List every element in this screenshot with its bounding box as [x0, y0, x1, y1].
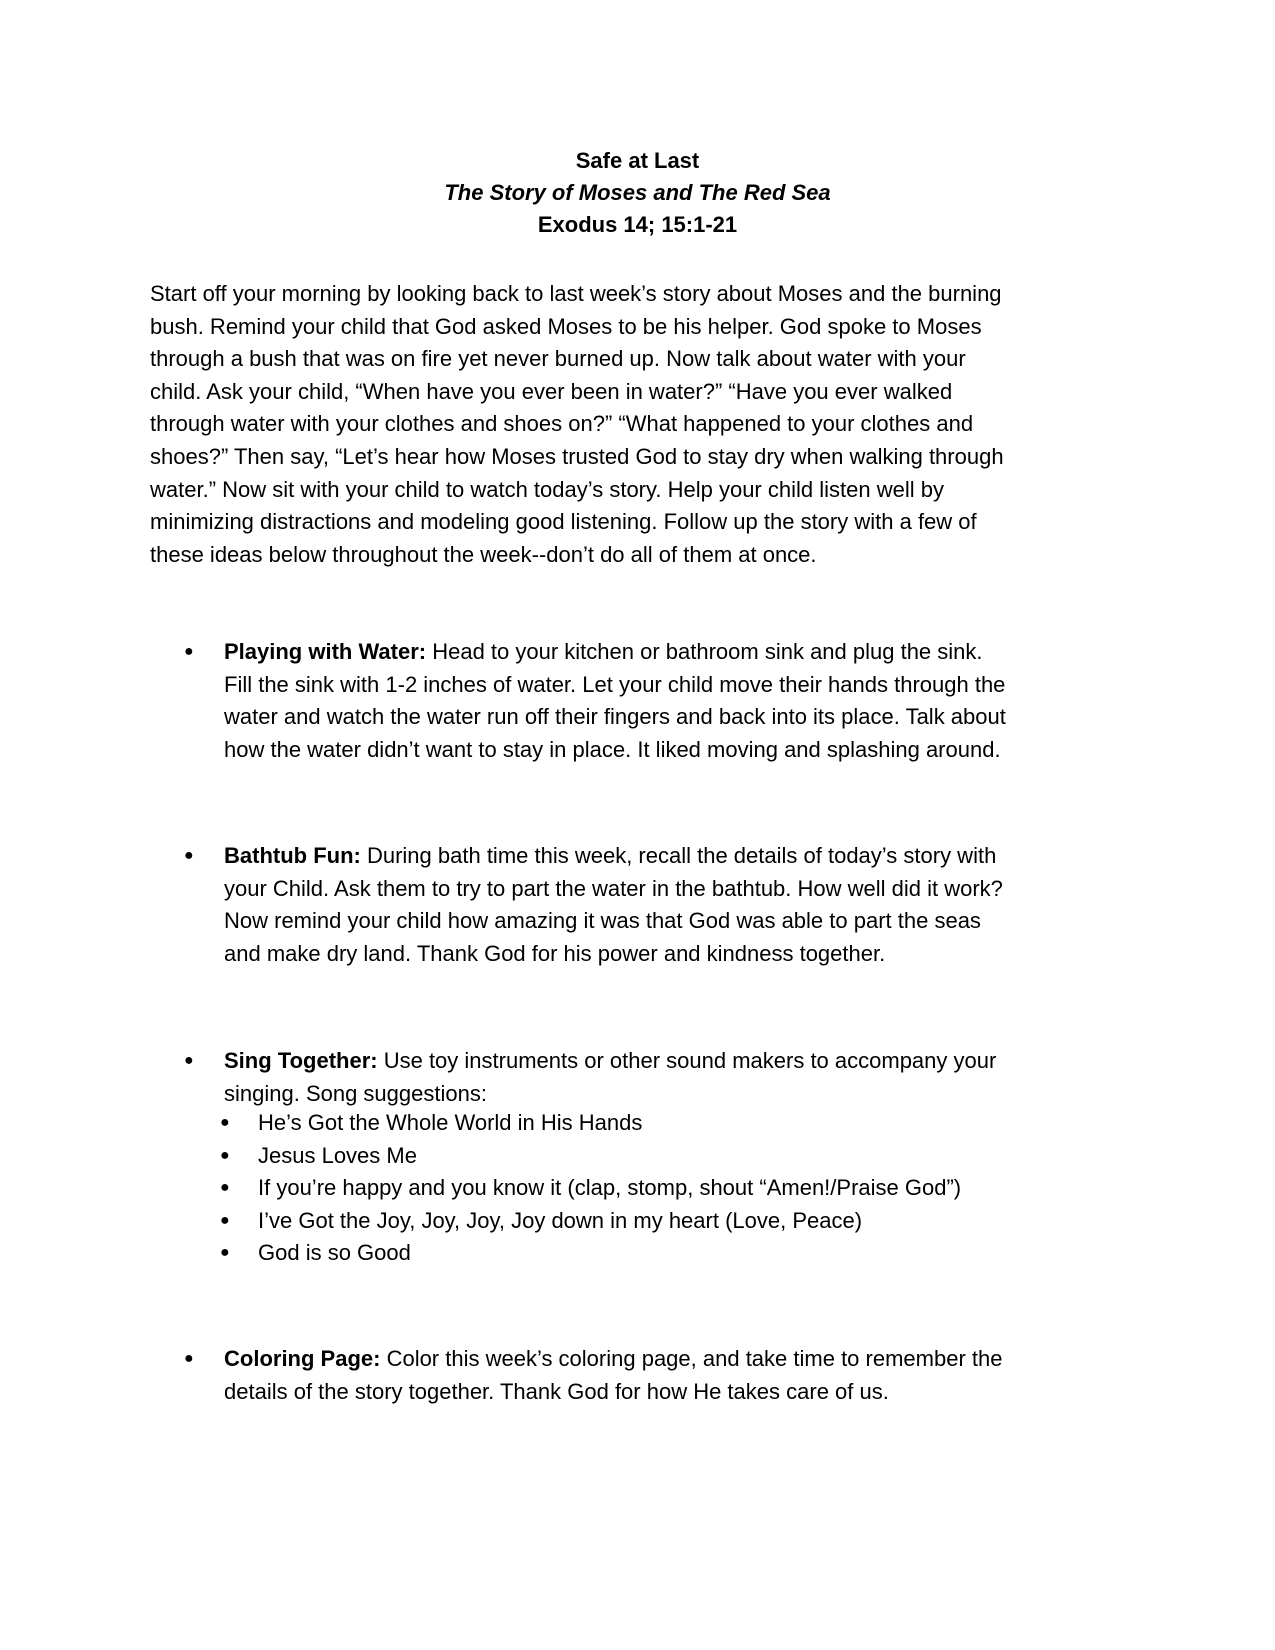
- intro-line: through water with your clothes and shoes on?” “What happened to your clothes and: [150, 411, 974, 437]
- song-item: [184, 1107, 1124, 1140]
- bullet-icon: ●: [220, 1114, 230, 1131]
- song-item: [184, 1205, 1124, 1238]
- intro-line: bush. Remind your child that God asked Moses to be his helper. God spoke to Moses: [150, 313, 982, 339]
- bullet-icon: ●: [184, 847, 194, 864]
- intro-line: through a bush that was on fire yet never burned up. Now talk about water with your: [150, 346, 966, 372]
- activity-line: Now remind your child how amazing it was that God was able to part the seas: [224, 908, 981, 934]
- intro-line: water.” Now sit with your child to watch today’s story. Help your child listen well by: [150, 476, 944, 502]
- activity-line: details of the story together. Thank God for how He takes care of us.: [224, 1378, 889, 1404]
- activity-heading: Sing Together:: [224, 1048, 378, 1073]
- activity-body: [224, 840, 1124, 970]
- bullet-icon: ●: [220, 1211, 230, 1229]
- activity-body: [224, 1343, 1124, 1408]
- activity-line: and make dry land. Thank God for his power and kindness together.: [224, 940, 886, 966]
- bullet-icon: ●: [220, 1244, 230, 1262]
- activity-line: water and watch the water run off their fingers and back into its place. Talk about: [224, 704, 1006, 730]
- song-title: I’ve Got the Joy, Joy, Joy, Joy down in my heart (Love, Peace): [258, 1207, 863, 1233]
- bullet-icon: ●: [220, 1179, 230, 1197]
- activity-text: Head to your kitchen or bathroom sink and plug the sink.: [426, 639, 983, 664]
- song-item: [184, 1172, 1124, 1205]
- song-item: [184, 1140, 1124, 1173]
- document-subtitle: The Story of Moses and The Red Sea: [444, 180, 831, 205]
- activity-line: singing. Song suggestions:: [224, 1080, 487, 1106]
- song-title: God is so Good: [258, 1240, 411, 1266]
- intro-line: these ideas below throughout the week--don’t do all of them at once.: [150, 541, 817, 567]
- activity-line: Fill the sink with 1-2 inches of water. Let your child move their hands through the: [224, 671, 1006, 697]
- bullet-icon: ●: [184, 1052, 194, 1069]
- activity-heading: Playing with Water:: [224, 639, 427, 664]
- song-title: If you’re happy and you know it (clap, stomp, shout “Amen!/Praise God”): [258, 1175, 962, 1201]
- intro-line: child. Ask your child, “When have you ever been in water?” “Have you ever walked: [150, 378, 953, 404]
- bullet-icon: ●: [220, 1146, 230, 1164]
- song-title: Jesus Loves Me: [258, 1142, 417, 1168]
- intro-line: minimizing distractions and modeling good listening. Follow up the story with a few of: [150, 509, 977, 535]
- song-list: [184, 1107, 1124, 1270]
- intro-line: Start off your morning by looking back to last week’s story about Moses and the burning: [150, 281, 1002, 306]
- activity-line: how the water didn’t want to stay in place. It liked moving and splashing around.: [224, 736, 1001, 762]
- document-title: Safe at Last: [575, 148, 700, 173]
- activity-text: Use toy instruments or other sound makers to accompany your: [377, 1048, 997, 1073]
- activity-text: During bath time this week, recall the details of today’s story with: [360, 843, 997, 868]
- title-block: [0, 145, 1275, 241]
- activity-line: your Child. Ask them to try to part the water in the bathtub. How well did it work?: [224, 875, 1003, 901]
- activity-body: [224, 636, 1124, 766]
- song-item: [184, 1237, 1124, 1270]
- intro-line: shoes?” Then say, “Let’s hear how Moses trusted God to stay dry when walking through: [150, 443, 1004, 469]
- bullet-icon: ●: [184, 643, 194, 660]
- scripture-reference: Exodus 14; 15:1-21: [537, 212, 738, 237]
- activity-heading: Bathtub Fun:: [224, 843, 361, 868]
- activity-text: Color this week’s coloring page, and take time to remember the: [380, 1346, 1003, 1371]
- activity-first-line: [224, 840, 1124, 873]
- activity-first-line: [224, 636, 1124, 669]
- activity-body: [224, 1045, 1124, 1110]
- activity-heading: Coloring Page:: [224, 1346, 381, 1371]
- intro-paragraph: [150, 278, 1130, 571]
- activity-first-line: [224, 1045, 1124, 1078]
- activity-first-line: [224, 1343, 1124, 1376]
- bullet-icon: ●: [184, 1350, 194, 1367]
- song-title: He’s Got the Whole World in His Hands: [258, 1110, 643, 1135]
